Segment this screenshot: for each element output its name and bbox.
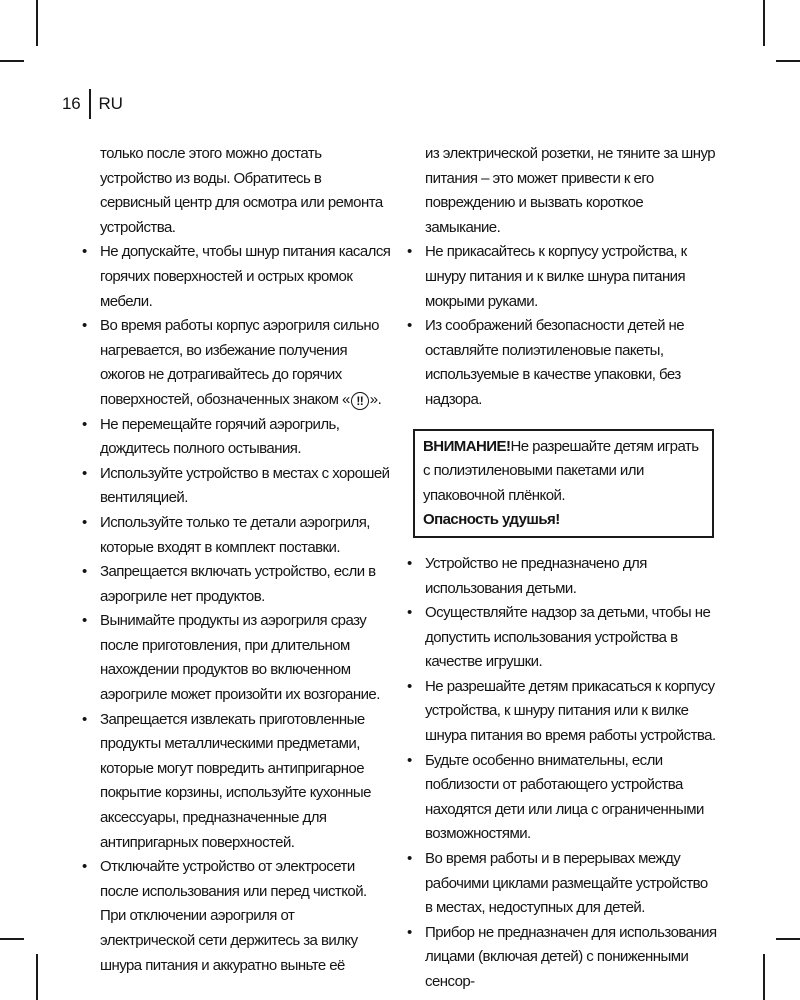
bullet: • <box>407 850 412 868</box>
list-item <box>80 511 392 560</box>
list-item <box>405 314 718 412</box>
language-code: RU <box>98 94 123 113</box>
bullet: • <box>407 677 412 695</box>
list-item-text: Запрещается включать устройство, если в аэрогриле нет продуктов. <box>100 563 376 605</box>
list-item-text: Будьте особенно внимательны, если поблизости от работающего устройства находятся дети или лица с ограниченными возможностями. <box>425 751 704 843</box>
bullet: • <box>82 464 87 482</box>
hot-surface-icon: !! <box>351 392 369 410</box>
right-column <box>405 142 718 995</box>
list-item <box>405 749 718 847</box>
list-item <box>80 314 392 412</box>
crop-mark <box>763 954 765 1000</box>
warning-box <box>413 429 714 538</box>
list-item-text: ». <box>369 390 382 408</box>
bullet: • <box>82 710 87 728</box>
list-item <box>80 708 392 856</box>
bullet: • <box>407 751 412 769</box>
list-item <box>80 240 392 314</box>
page-number: 16 <box>62 94 81 113</box>
continued-paragraph: только после этого можно достать устройство из воды. Обратитесь в сервисный центр для осмотра или ремонта устройства. <box>100 145 383 236</box>
crop-mark <box>776 938 800 940</box>
list-item <box>80 560 392 609</box>
bullet: • <box>82 612 87 630</box>
bullet: • <box>407 554 412 572</box>
bullet: • <box>407 243 412 261</box>
bullet: • <box>82 415 87 433</box>
list-item <box>405 921 718 995</box>
list-item-text: Не прикасайтесь к корпусу устройства, к шнуру питания и к вилке шнура питания мокрыми руками. <box>425 243 687 310</box>
list-item-text: Осуществляйте надзор за детьми, чтобы не допустить использования устройства в качестве игрушки. <box>425 604 711 671</box>
list-item-text: Не допускайте, чтобы шнур питания касался горячих поверхностей и острых кромок мебели. <box>100 243 391 310</box>
bullet: • <box>407 923 412 941</box>
page-header <box>62 92 123 116</box>
warning-label: ВНИМАНИЕ! <box>423 437 511 455</box>
left-column <box>80 142 392 978</box>
crop-mark <box>36 954 38 1000</box>
list-item <box>80 413 392 462</box>
bullet: • <box>407 317 412 335</box>
list-item-text: Используйте устройство в местах с хорошей вентиляцией. <box>100 464 390 507</box>
list-item <box>80 462 392 511</box>
list-item-text: Отключайте устройство от электросети после использования или перед чисткой. При отключении аэрогриля от электрической сети держитесь за вилку шнура питания и аккуратно выньте её <box>100 858 367 974</box>
list-item <box>80 855 392 978</box>
list-item-text: Устройство не предназначено для использования детьми. <box>425 554 647 597</box>
list-item-text: Прибор не предназначен для использования лицами (включая детей) с пониженными сенсор- <box>425 923 717 990</box>
bullet: • <box>82 513 87 531</box>
crop-mark <box>763 0 765 46</box>
crop-mark <box>0 938 24 940</box>
crop-mark <box>0 60 24 62</box>
bullet: • <box>82 563 87 581</box>
list-item-text: Из соображений безопасности детей не оставляйте полиэтиленовые пакеты, используемые в качестве упаковки, без надзора. <box>425 317 685 408</box>
continued-paragraph: из электрической розетки, не тяните за шнур питания – это может привести к его повреждению и вызвать короткое замыкание. <box>425 145 716 236</box>
warning-text: Не разрешайте детям играть с полиэтиленовыми пакетами или упаковочной плёнкой. <box>423 437 699 504</box>
list-item-text: Не разрешайте детям прикасаться к корпусу устройства, к шнуру питания или к вилке шнура питания во время работы устройства. <box>425 677 716 745</box>
list-item <box>405 847 718 921</box>
header-divider <box>89 89 91 119</box>
list-item-text: Не перемещайте горячий аэрогриль, дождитесь полного остывания. <box>100 415 340 458</box>
list-item-text: Запрещается извлекать приготовленные продукты металлическими предметами, которые могут повредить антипригарное покрытие корзины, используйте кухонные аксессуары, предназначенные для антипригарных поверхностей. <box>100 710 371 851</box>
list-item <box>405 601 718 675</box>
crop-mark <box>36 0 38 46</box>
list-item <box>405 675 718 749</box>
list-item-text: Вынимайте продукты из аэрогриля сразу после приготовления, при длительном нахождении продуктов во включенном аэрогриле может произойти их возгорание. <box>100 612 380 704</box>
bullet: • <box>82 243 87 261</box>
warning-emphasis: Опасность удушья! <box>423 511 560 529</box>
list-item-text: Используйте только те детали аэрогриля, которые входят в комплект поставки. <box>100 513 370 556</box>
list-item <box>405 240 718 314</box>
list-item-text: Во время работы и в перерывах между рабочими циклами размещайте устройство в местах, недоступных для детей. <box>425 850 708 917</box>
list-item-text: Во время работы корпус аэрогриля сильно нагревается, во избежание получения ожогов не дотрагивайтесь до горячих поверхностей, обозначенных знаком « <box>100 317 379 408</box>
list-item <box>405 552 718 601</box>
bullet: • <box>82 858 87 876</box>
crop-mark <box>776 60 800 62</box>
bullet: • <box>82 317 87 335</box>
list-item <box>80 609 392 707</box>
bullet: • <box>407 604 412 622</box>
